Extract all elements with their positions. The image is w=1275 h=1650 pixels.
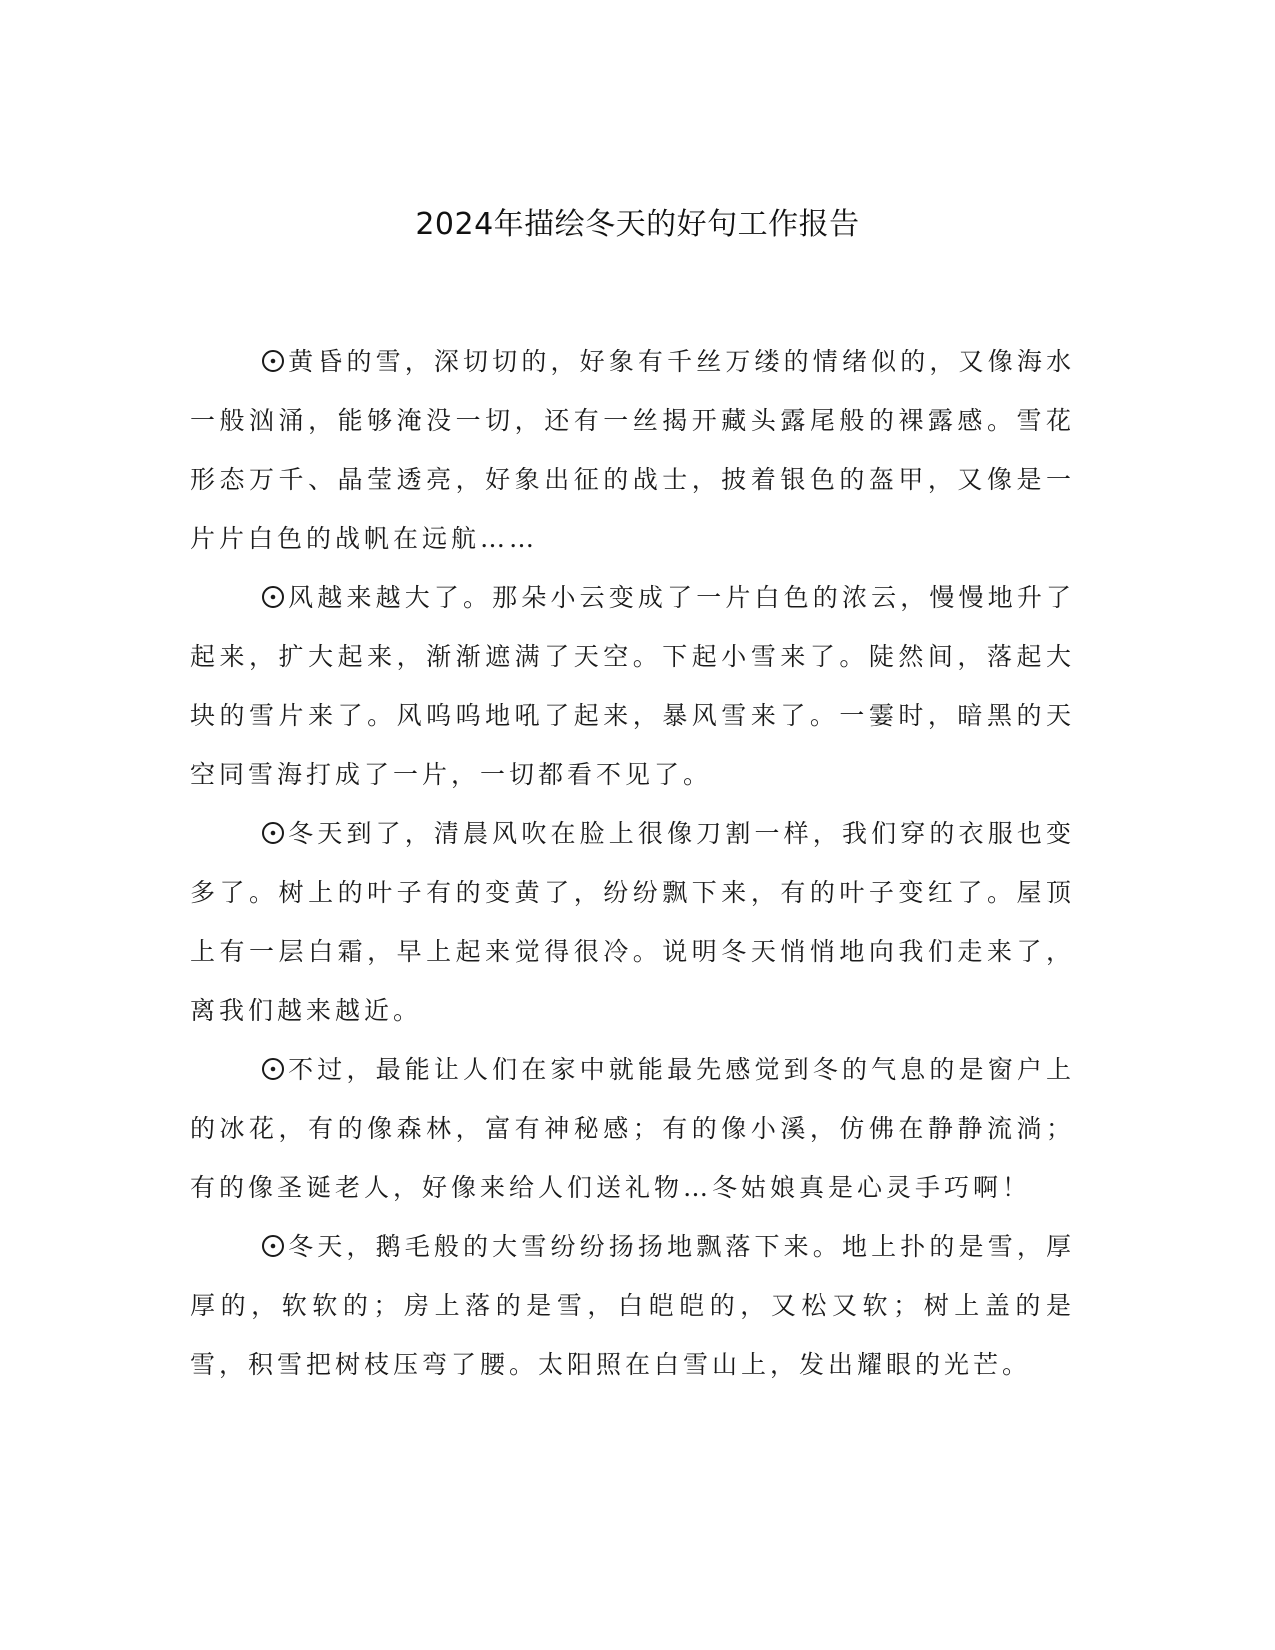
circled-dot-icon xyxy=(260,584,286,610)
circled-dot-icon xyxy=(260,348,286,374)
paragraph-5 xyxy=(190,1217,1075,1394)
paragraph-3 xyxy=(190,804,1075,1040)
paragraph-2 xyxy=(190,568,1075,804)
paragraph-text: 冬天到了，清晨风吹在脸上很像刀割一样，我们穿的衣服也变多了。树上的叶子有的变黄了，纷纷飘下来，有的叶子变红了。屋顶上有一层白霜，早上起来觉得很冷。说明冬天悄悄地向我们走来了，离我们越来越近。 xyxy=(190,819,1075,1025)
paragraph-text: 不过，最能让人们在家中就能最先感觉到冬的气息的是窗户上的冰花，有的像森林，富有神秘感；有的像小溪，仿佛在静静流淌；有的像圣诞老人，好像来给人们送礼物…冬姑娘真是心灵手巧啊！ xyxy=(190,1055,1075,1202)
document-body xyxy=(190,332,1075,1394)
circled-dot-icon xyxy=(260,1056,286,1082)
circled-dot-icon xyxy=(260,820,286,846)
paragraph-4 xyxy=(190,1040,1075,1217)
paragraph-text: 冬天，鹅毛般的大雪纷纷扬扬地飘落下来。地上扑的是雪，厚厚的，软软的；房上落的是雪，白皑皑的，又松又软；树上盖的是雪，积雪把树枝压弯了腰。太阳照在白雪山上，发出耀眼的光芒。 xyxy=(190,1232,1075,1379)
document-title: 2024年描绘冬天的好句工作报告 xyxy=(415,207,860,242)
paragraph-1 xyxy=(190,332,1075,568)
circled-dot-icon xyxy=(260,1233,286,1259)
paragraph-text: 黄昏的雪，深切切的，好象有千丝万缕的情绪似的，又像海水一般汹涌，能够淹没一切，还有一丝揭开藏头露尾般的裸露感。雪花形态万千、晶莹透亮，好象出征的战士，披着银色的盔甲，又像是一片片白色的战帆在远航…… xyxy=(190,347,1075,553)
paragraph-text: 风越来越大了。那朵小云变成了一片白色的浓云，慢慢地升了起来，扩大起来，渐渐遮满了天空。下起小雪来了。陡然间，落起大块的雪片来了。风呜呜地吼了起来，暴风雪来了。一霎时，暗黑的天空同雪海打成了一片，一切都看不见了。 xyxy=(190,583,1075,789)
